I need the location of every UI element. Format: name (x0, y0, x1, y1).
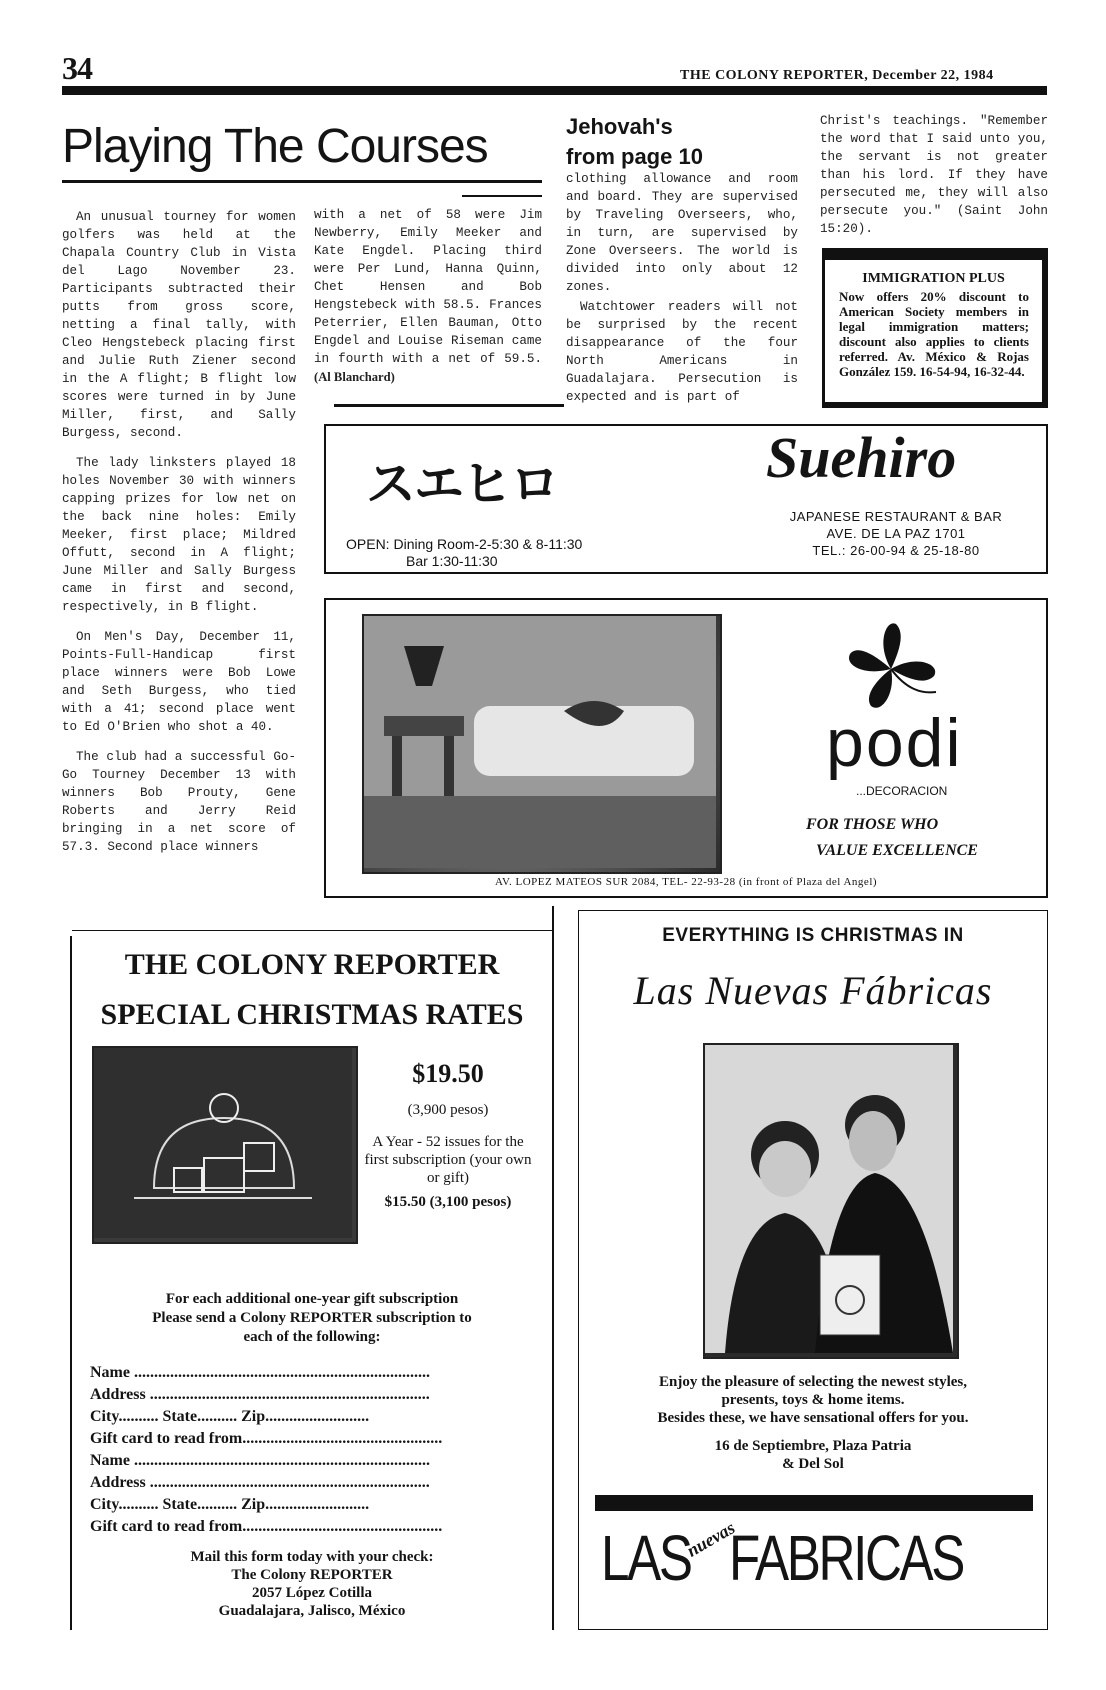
colony-ad-mail-2: The Colony REPORTER (231, 1567, 393, 1583)
podi-tagline-1: FOR THOSE WHO (806, 816, 939, 833)
suehiro-phone: TEL.: 26-00-94 & 25-18-80 (812, 543, 980, 558)
golf-paragraph: On Men's Day, December 11, Points-Full-Handicap first place winners were Bob Lowe and Seth Burgess, who tied with a 41; second place went to Ed O'Brien who shot a 40. (62, 630, 296, 734)
colony-ad-additional-3: each of the following: (243, 1329, 381, 1345)
form-address-label: Address (90, 1474, 146, 1491)
colony-ad-description: A Year - 52 issues for the first subscription (your own or gift) (364, 1134, 532, 1186)
colony-ad-title (74, 940, 550, 1040)
form-city-label: City (90, 1408, 119, 1425)
colony-ad-additional (74, 1290, 550, 1347)
fabricas-text-3: Besides these, we have sensational offers for you. (657, 1410, 969, 1426)
couple-image (705, 1045, 953, 1353)
golf-paragraph: The club had a successful Go-Go Tourney December 13 with winners Bob Prouty, Gene Roberts and Jerry Reid bringing in a net score of 57.3. Second place winners (62, 750, 296, 854)
golf-col2-top-rule (462, 195, 542, 197)
form-row-name-1[interactable]: Name .......................................................................... (90, 1364, 430, 1381)
golf-paragraph: An unusual tourney for women golfers was held at the Chapala Country Club in Vista del Lago November 23. Participants subtracted their putts from gross score, netting a final tally, with Cleo Hengstebeck placing first and Julie Ruth Ziener second in the A flight; B flight low scores were turned in by June Miller, first, and Sally Burgess, second. (62, 210, 296, 440)
form-row-address-1[interactable]: Address ...................................................................... (90, 1386, 430, 1403)
christmas-gift-illustration (92, 1046, 358, 1244)
podi-subtitle: ...DECORACION (856, 784, 948, 798)
form-row-address-2[interactable]: Address ...................................................................... (90, 1474, 430, 1491)
form-state-label: State (162, 1496, 198, 1513)
form-gift-label: Gift card to read from (90, 1518, 243, 1535)
immigration-title: IMMIGRATION PLUS (862, 271, 1005, 286)
form-row-name-2[interactable]: Name .......................................................................... (90, 1452, 430, 1469)
fabricas-logo-fabricas: FABRICAS (729, 1522, 964, 1594)
colony-ad-pesos: (3,900 pesos) (407, 1102, 489, 1118)
golf-paragraph: The lady linksters played 18 holes November 30 with winners capping prizes for low net on the back nine holes: Emily Meeker, first place; Mildred Offutt, second in A flight; June Miller and Sally Burgess came in first and second, respectively, in B flight. (62, 456, 296, 614)
fabricas-text (579, 1373, 1047, 1473)
podi-ad (324, 598, 1048, 898)
golf-headline: Playing The Courses (62, 120, 488, 173)
colony-ad-additional-1: For each additional one-year gift subscription (165, 1291, 459, 1307)
fabricas-logo-bar (595, 1495, 1033, 1511)
colony-ad-mail-1: Mail this form today with your check: (190, 1549, 434, 1565)
colony-ad-additional-2: Please send a Colony REPORTER subscription to (152, 1310, 472, 1326)
immigration-top-bar (825, 251, 1042, 260)
podi-address: AV. LOPEZ MATEOS SUR 2084, TEL- 22-93-28 (in front of Plaza del Angel) (494, 876, 878, 888)
immigration-ad (822, 248, 1048, 408)
form-row-city-1[interactable]: City.......... State.......... Zip.......................... (90, 1408, 370, 1425)
colony-ad-price-2: $15.50 (3,100 pesos) (384, 1194, 512, 1210)
jehovah-column-2: Christ's teachings. "Remember the word that I said unto you, the servant is not greater than his lord. If they have persecuted me, they will also persecute you." (Saint John 15:20). (820, 114, 1048, 236)
podi-tagline (806, 812, 978, 864)
jehovah-headline (566, 112, 703, 172)
form-city-label: City (90, 1496, 119, 1513)
form-gift-label: Gift card to read from (90, 1430, 243, 1447)
form-state-label: State (162, 1408, 198, 1425)
fabricas-address-1: 16 de Septiembre, Plaza Patria (714, 1438, 912, 1454)
fabricas-logo-nuevas: nuevas (683, 1517, 739, 1561)
form-zip-label: Zip (241, 1408, 266, 1425)
colony-ad-pricing (360, 1056, 536, 1211)
colony-ad-price: $19.50 (412, 1059, 484, 1088)
podi-tagline-2: VALUE EXCELLENCE (816, 842, 978, 859)
immigration-body: Now offers 20% discount to American Society members in legal immigration matters; discount also applies to clients referred. Av. México & Rojas González 159. 16-54-94, 16-32-44. (839, 289, 1029, 379)
suehiro-address: AVE. DE LA PAZ 1701 (826, 526, 966, 541)
jehovah-paragraph: clothing allowance and room and board. They are supervised by Traveling Overseers, who, in turn, are supervised by Zone Overseers. The world is divided into only about 12 zones. (566, 172, 798, 294)
fabricas-address-2: & Del Sol (782, 1456, 844, 1472)
suehiro-bar-hours: Bar 1:30-11:30 (406, 553, 498, 569)
subscription-form (90, 1362, 530, 1538)
jehovah-paragraph: Watchtower readers will not be surprised by the recent disappearance of the four North Americans in Guadalajara. Persecution is expected and is part of (566, 300, 798, 404)
golf-end-rule (334, 404, 564, 407)
furniture-image (364, 616, 716, 868)
fabricas-script-name: Las Nuevas Fábricas (633, 968, 993, 1013)
colony-ad-mail-4: Guadalajara, Jalisco, México (218, 1603, 406, 1619)
golf-headline-rule (62, 180, 542, 183)
suehiro-brand: Suehiro (766, 425, 957, 490)
fabricas-ad (578, 910, 1048, 1630)
suehiro-japanese-logo: スエヒロ (366, 456, 558, 512)
golf-col2-text: with a net of 58 were Jim Newberry, Emily Meeker and Kate Engdel. Placing third were Per Lund, Hanna Quinn, Chet Hensen and Bob Hengstebeck with 58.5. Frances Peterrier, Ellen Bauman, Otto Engdel and Louise Riseman came in fourth with a net of 59.5. (314, 208, 542, 366)
fabricas-couple-photo (703, 1043, 959, 1359)
podi-brand: podi (826, 705, 963, 781)
colony-ad-title-2: SPECIAL CHRISTMAS RATES (100, 998, 524, 1031)
suehiro-dining-hours: Dining Room-2-5:30 & 8-11:30 (393, 536, 583, 552)
colony-ad-mail-info (74, 1548, 550, 1620)
golf-column-1 (62, 208, 296, 868)
colony-ad-right-border (552, 906, 554, 1630)
colony-ad-top-border (72, 930, 552, 931)
form-zip-label: Zip (241, 1496, 266, 1513)
form-row-city-2[interactable]: City.......... State.......... Zip.......................... (90, 1496, 370, 1513)
fabricas-text-2: presents, toys & home items. (721, 1392, 905, 1408)
jehovah-column-1 (566, 170, 798, 418)
fabricas-text-1: Enjoy the pleasure of selecting the newest styles, (658, 1374, 968, 1390)
jehovah-headline-2: from page 10 (566, 144, 703, 169)
colony-ad-left-border (70, 936, 72, 1630)
form-name-label: Name (90, 1364, 130, 1381)
fabricas-logo-las: LAS (601, 1522, 691, 1594)
suehiro-open-label: OPEN: (346, 536, 390, 552)
podi-furniture-photo (362, 614, 722, 874)
colony-ad-title-1: THE COLONY REPORTER (124, 948, 500, 981)
form-row-gift-1[interactable]: Gift card to read from.................................................. (90, 1430, 443, 1447)
masthead: THE COLONY REPORTER, December 22, 1984 (680, 68, 994, 83)
golf-column-2 (314, 206, 542, 387)
gift-icon (94, 1048, 352, 1238)
suehiro-hours (346, 536, 582, 570)
suehiro-ad (324, 424, 1048, 574)
form-address-label: Address (90, 1386, 146, 1403)
form-name-label: Name (90, 1452, 130, 1469)
fabricas-heading: EVERYTHING IS CHRISTMAS IN (662, 925, 964, 946)
suehiro-info (766, 508, 1026, 559)
header-rule (62, 86, 1047, 95)
form-row-gift-2[interactable]: Gift card to read from.................................................. (90, 1518, 443, 1535)
jehovah-headline-1: Jehovah's (566, 114, 673, 139)
page-number: 34 (62, 50, 92, 86)
golf-byline: (Al Blanchard) (314, 370, 395, 384)
suehiro-description: JAPANESE RESTAURANT & BAR (789, 509, 1003, 524)
colony-ad-mail-3: 2057 López Cotilla (252, 1585, 372, 1601)
